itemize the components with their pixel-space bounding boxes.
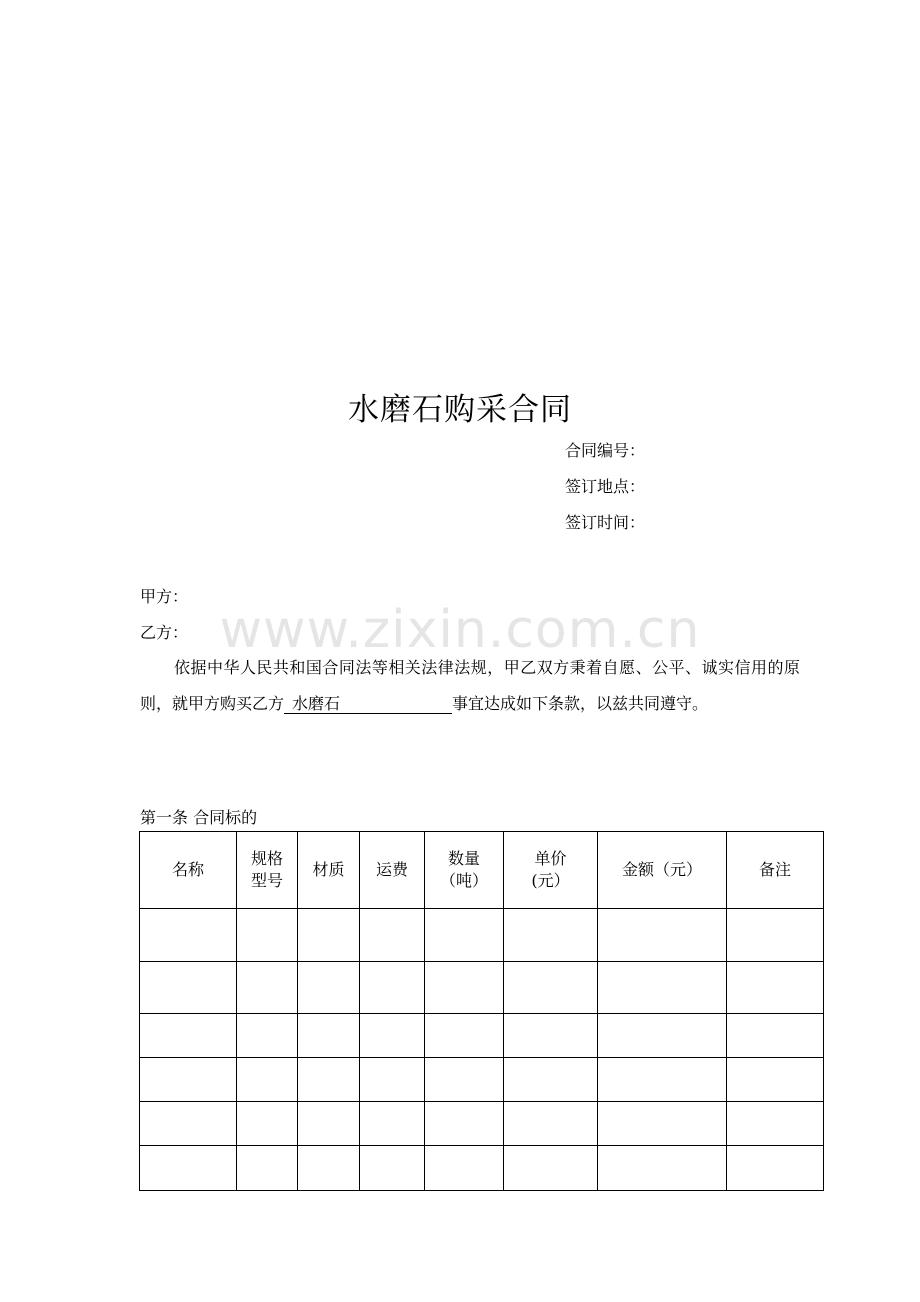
table-cell — [360, 1058, 425, 1102]
table-header-cell — [298, 832, 360, 909]
table-header-cell — [727, 832, 824, 909]
intro-text-before: 依据中华人民共和国合同法等相关法律法规，甲乙双方秉着自愿、公平、诚实信用的原则，就甲方购买乙方 — [140, 658, 800, 713]
table-cell — [598, 962, 727, 1014]
header-text: 型号 — [250, 871, 283, 890]
table-cell — [504, 1102, 598, 1146]
table-cell — [727, 1058, 824, 1102]
table-cell — [140, 1102, 237, 1146]
signing-place-label: 签订地点： — [565, 477, 646, 496]
table-row — [140, 1014, 824, 1058]
table-cell — [425, 1014, 504, 1058]
table-cell — [504, 1014, 598, 1058]
header-text: （吨） — [439, 871, 488, 890]
table-cell — [360, 1102, 425, 1146]
table-cell — [298, 1014, 360, 1058]
header-text: 备注 — [758, 860, 791, 879]
table-cell — [237, 962, 298, 1014]
signing-time-label: 签订时间： — [565, 513, 646, 532]
table-cell — [504, 1058, 598, 1102]
table-row — [140, 962, 824, 1014]
header-text: 运费 — [375, 860, 408, 879]
table-cell — [298, 962, 360, 1014]
table-cell — [237, 909, 298, 962]
table-cell — [727, 1102, 824, 1146]
contract-number-label: 合同编号： — [565, 441, 646, 460]
table-cell — [237, 1146, 298, 1191]
table-cell — [598, 1146, 727, 1191]
table-cell — [598, 909, 727, 962]
header-text: (元） — [531, 871, 570, 890]
table-cell — [425, 909, 504, 962]
header-text: 材质 — [312, 860, 345, 879]
table-cell — [727, 962, 824, 1014]
table-cell — [360, 1146, 425, 1191]
table-cell — [504, 962, 598, 1014]
table-cell — [140, 962, 237, 1014]
table-cell — [140, 1146, 237, 1191]
table-cell — [360, 909, 425, 962]
header-text: 名称 — [171, 860, 204, 879]
table-cell — [237, 1102, 298, 1146]
table-cell — [140, 1058, 237, 1102]
table-cell — [360, 1014, 425, 1058]
table-cell — [598, 1058, 727, 1102]
table-row — [140, 1058, 824, 1102]
table-header-row — [140, 832, 824, 909]
table-cell — [425, 1102, 504, 1146]
header-text: 规格 — [250, 849, 283, 868]
goods-table — [139, 831, 824, 1191]
table-cell — [298, 1102, 360, 1146]
section-heading: 第一条 合同标的 — [140, 808, 258, 827]
table-header-cell — [504, 832, 598, 909]
header-text: 数量 — [447, 849, 480, 868]
table-cell — [237, 1014, 298, 1058]
table-cell — [504, 909, 598, 962]
table-cell — [504, 1146, 598, 1191]
table-cell — [425, 1146, 504, 1191]
table-cell — [598, 1014, 727, 1058]
table-row — [140, 909, 824, 962]
watermark: www.zixin.com.cn — [219, 600, 701, 660]
intro-text-after: 事宜达成如下条款，以兹共同遵守。 — [452, 694, 709, 713]
table-cell — [237, 1058, 298, 1102]
table-cell — [727, 1146, 824, 1191]
table-cell — [298, 909, 360, 962]
table-cell — [727, 1014, 824, 1058]
table-header-cell — [140, 832, 237, 909]
table-cell — [727, 909, 824, 962]
table-header-cell — [360, 832, 425, 909]
table-header-cell — [598, 832, 727, 909]
table-cell — [140, 1014, 237, 1058]
table-cell — [360, 962, 425, 1014]
table-row — [140, 1102, 824, 1146]
table-header-cell — [425, 832, 504, 909]
party-b-label: 乙方： — [140, 623, 189, 642]
document-title: 水磨石购采合同 — [348, 392, 572, 428]
intro-paragraph — [140, 650, 800, 722]
table-cell — [140, 909, 237, 962]
table-header-cell — [237, 832, 298, 909]
table-cell — [298, 1146, 360, 1191]
table-cell — [425, 1058, 504, 1102]
table-row — [140, 1146, 824, 1191]
header-text: 金额（元） — [621, 860, 702, 879]
header-text: 单价 — [534, 849, 567, 868]
party-a-label: 甲方： — [140, 587, 189, 606]
table-cell — [425, 962, 504, 1014]
product-fill-field: 水磨石 — [284, 695, 452, 714]
table-cell — [298, 1058, 360, 1102]
table-cell — [598, 1102, 727, 1146]
